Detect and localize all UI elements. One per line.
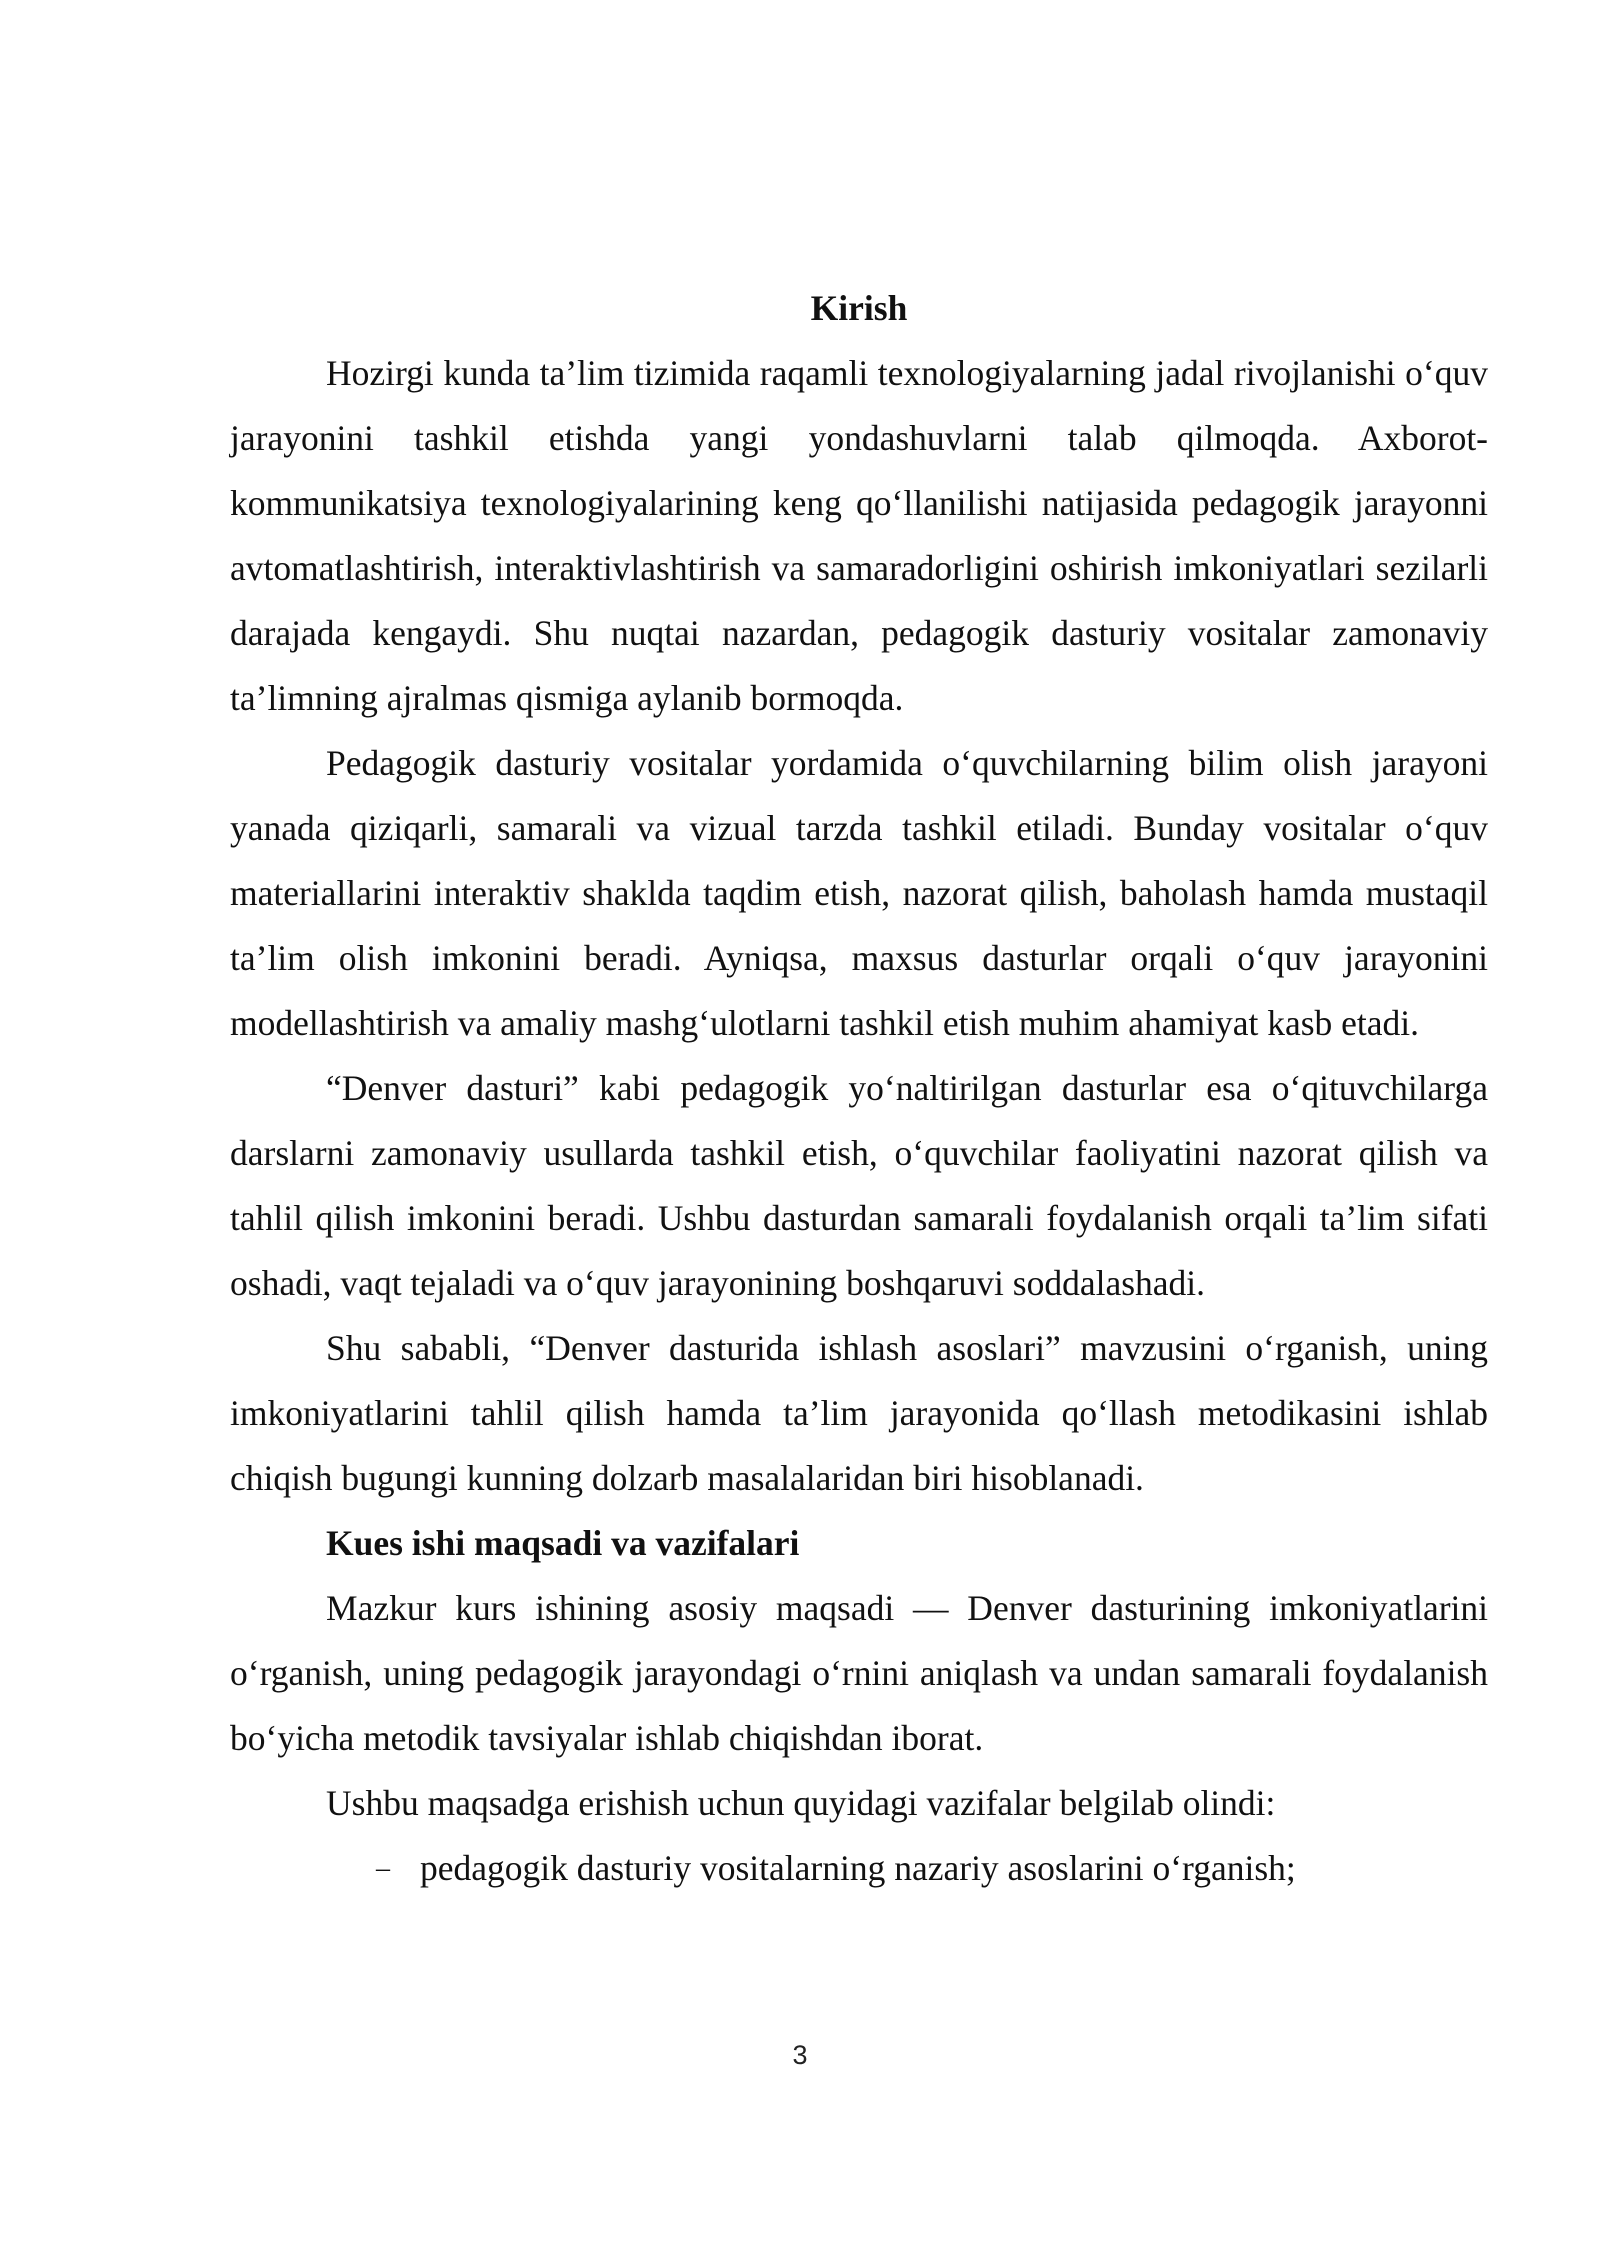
document-body: [230, 276, 1488, 1901]
tasks-intro: Ushbu maqsadga erishish uchun quyidagi vazifalar belgilab olindi:: [326, 1783, 1276, 1823]
dash-bullet-icon: –: [376, 1853, 390, 1884]
paragraph-1: Hozirgi kunda ta’lim tizimida raqamli texnologiyalarning jadal rivojlanishi o‘quv jarayonini tashkil etishda yangi yondashuvlarni talab qilmoqda. Axborot-kommunikatsiya texnologiyalarining keng qo‘llanilishi natijasida pedagogik jarayonni avtomatlashtirish, interaktivlashtirish va samaradorligini oshirish imkoniyatlari sezilarli darajada kengaydi. Shu nuqtai nazardan, pedagogik dasturiy vositalar zamonaviy ta’limning ajralmas qismiga aylanib bormoqda.: [230, 353, 1488, 718]
paragraph-3: “Denver dasturi” kabi pedagogik yo‘naltirilgan dasturlar esa o‘qituvchilarga darslarni zamonaviy usullarda tashkil etish, o‘quvchilar faoliyatini nazorat qilish va tahlil qilish imkonini beradi. Ushbu dasturdan samarali foydalanish orqali ta’lim sifati oshadi, vaqt tejaladi va o‘quv jarayonining boshqaruvi soddalashadi.: [230, 1068, 1488, 1303]
goal-paragraph: Mazkur kurs ishining asosiy maqsadi — Denver dasturining imkoniyatlarini o‘rganish, uning pedagogik jarayondagi o‘rnini aniqlash va undan samarali foydalanish bo‘yicha metodik tavsiyalar ishlab chiqishdan iborat.: [230, 1588, 1488, 1758]
list-item-text: pedagogik dasturiy vositalarning nazariy asoslarini o‘rganish;: [420, 1848, 1296, 1888]
paragraph-2: Pedagogik dasturiy vositalar yordamida o‘quvchilarning bilim olish jarayoni yanada qiziqarli, samarali va vizual tarzda tashkil etiladi. Bunday vositalar o‘quv materiallarini interaktiv shaklda taqdim etish, nazorat qilish, baholash hamda mustaqil ta’lim olish imkonini beradi. Ayniqsa, maxsus dasturlar orqali o‘quv jarayonini modellashtirish va amaliy mashg‘ulotlarni tashkil etish muhim ahamiyat kasb etadi.: [230, 743, 1488, 1043]
paragraph-4: Shu sababli, “Denver dasturida ishlash asoslari” mavzusini o‘rganish, uning imkoniyatlarini tahlil qilish hamda ta’lim jarayonida qo‘llash metodikasini ishlab chiqish bugungi kunning dolzarb masalalaridan biri hisoblanadi.: [230, 1328, 1488, 1498]
page-number: 3: [792, 2040, 808, 2070]
subsection-title: Kues ishi maqsadi va vazifalari: [326, 1523, 800, 1563]
list-item: [230, 1836, 1488, 1901]
section-title: Kirish: [810, 288, 908, 328]
